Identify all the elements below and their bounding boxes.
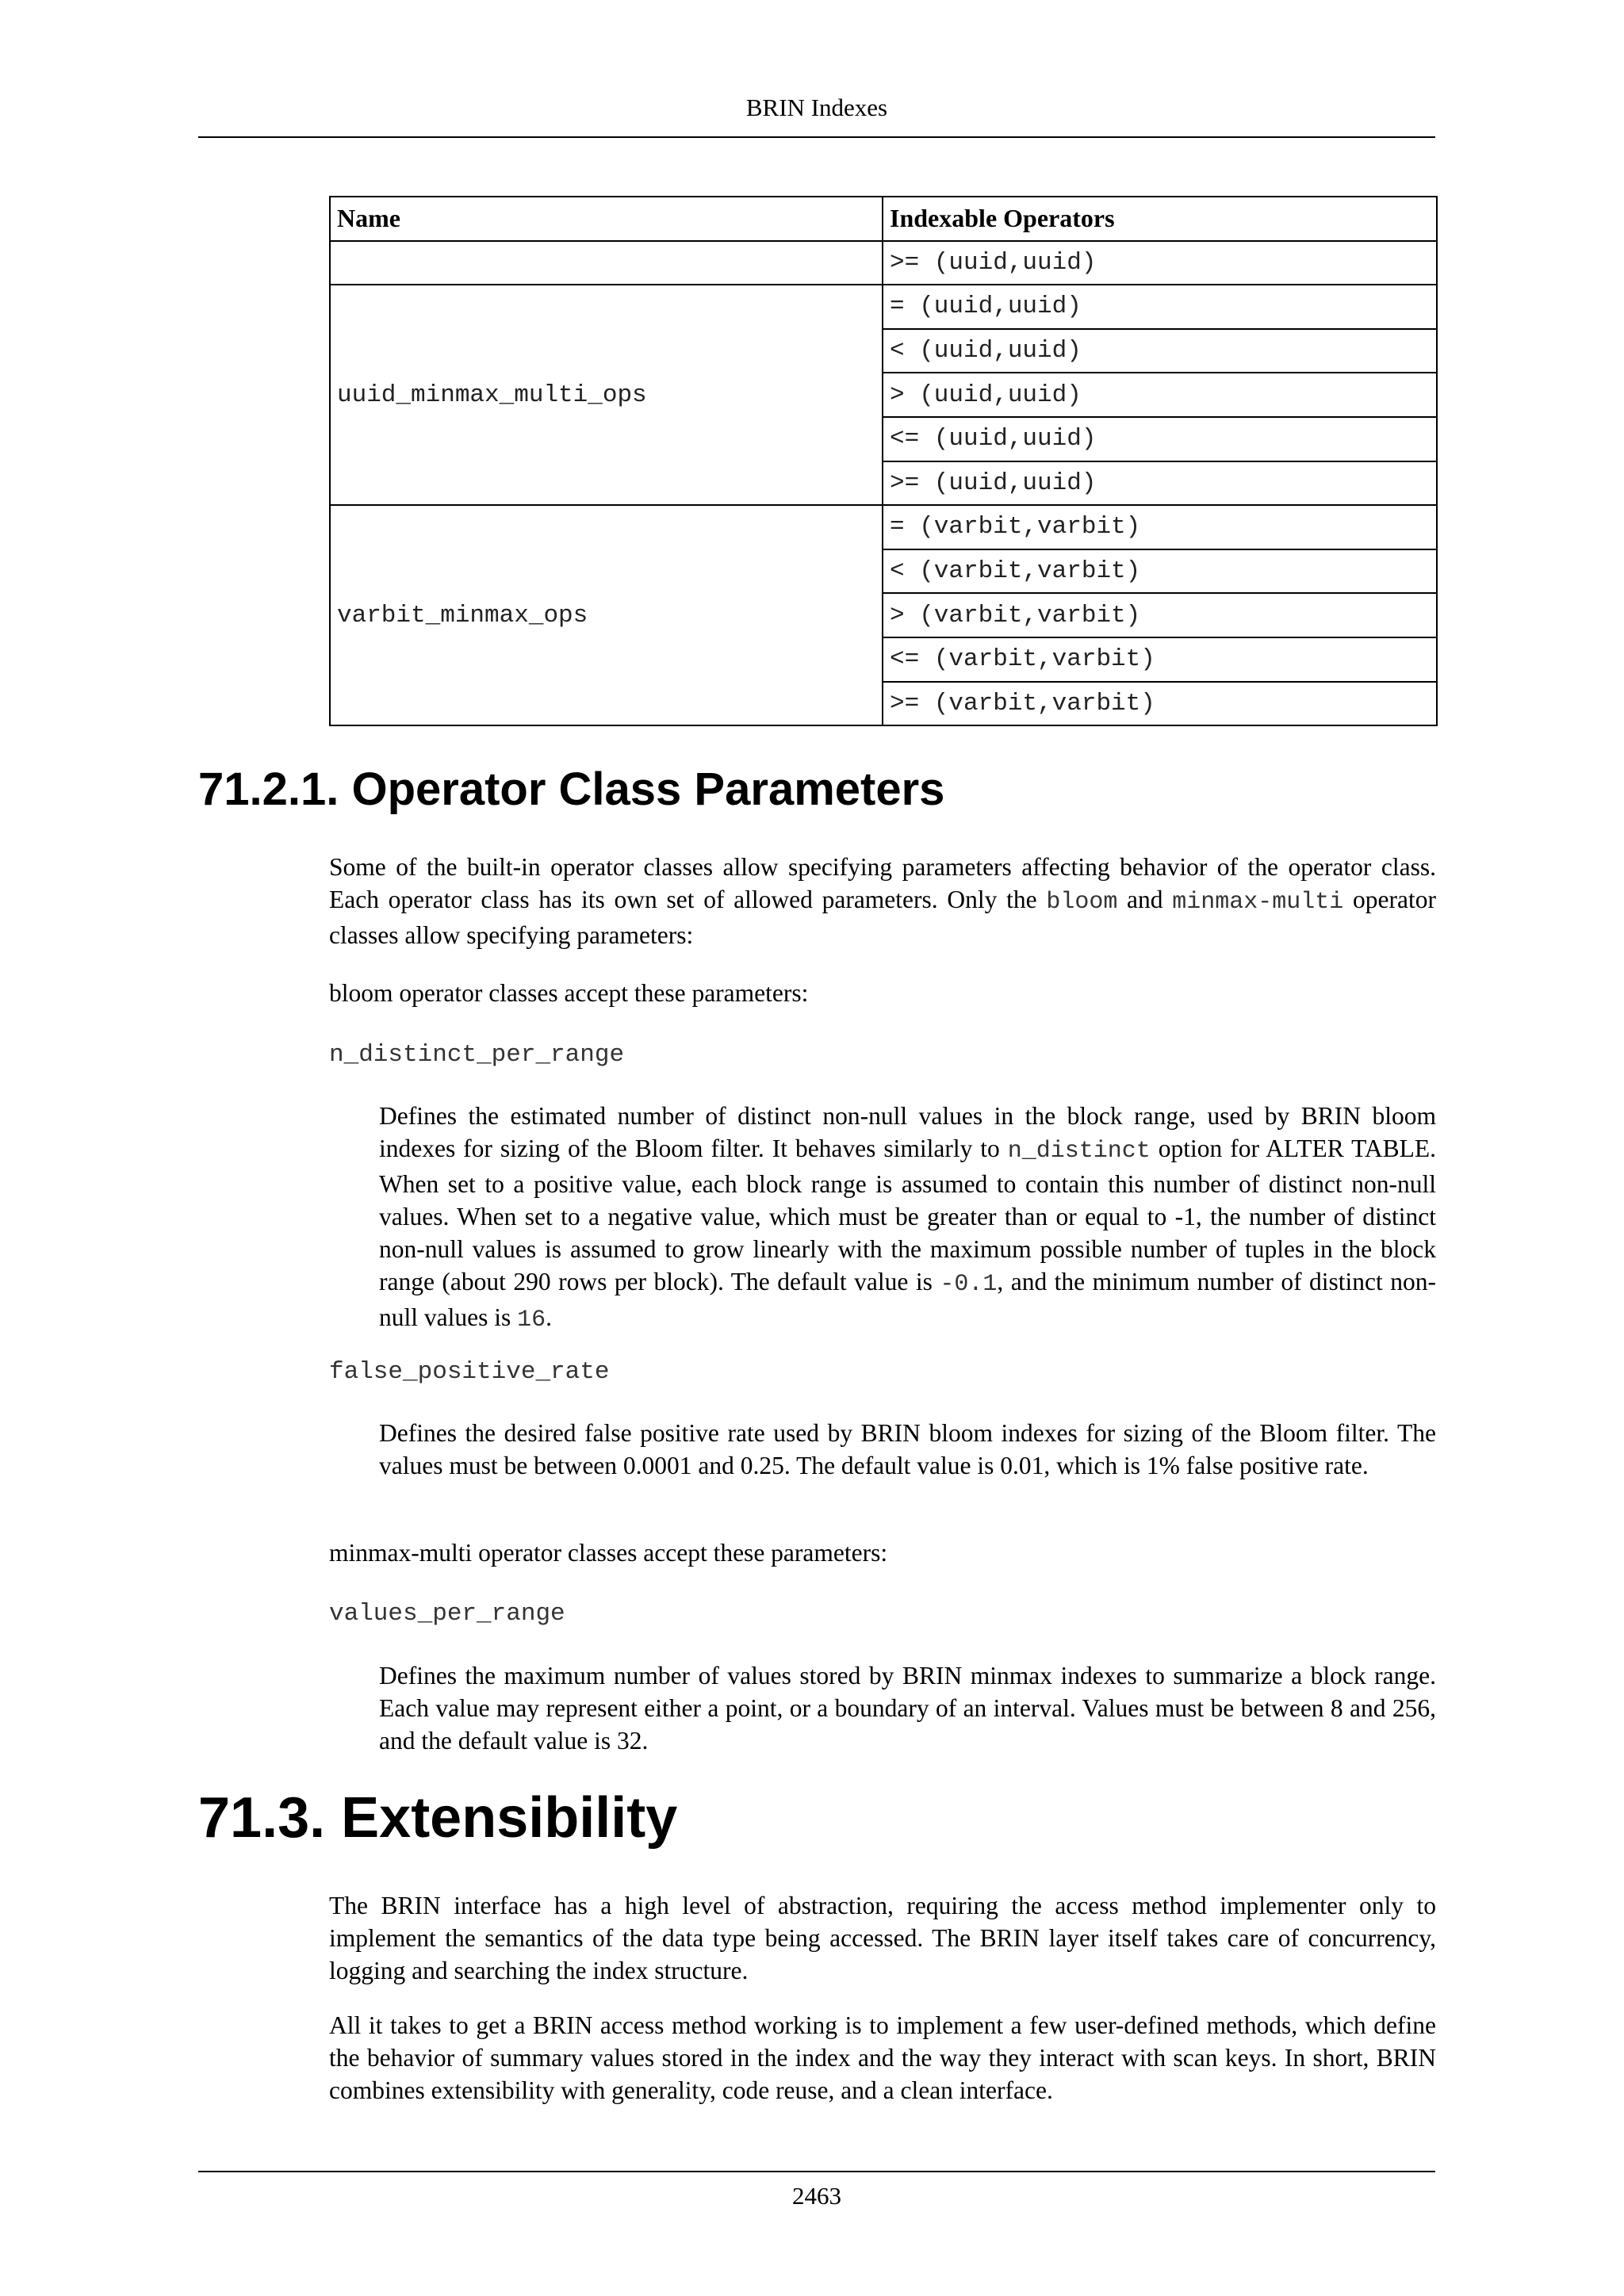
table-cell-name: uuid_minmax_multi_ops xyxy=(330,285,883,505)
table-row xyxy=(330,285,1437,329)
table-cell-operator: <= (varbit,varbit) xyxy=(883,637,1437,682)
intro-paragraph xyxy=(329,851,1436,951)
table-cell-operator: = (uuid,uuid) xyxy=(883,285,1437,329)
term-n-distinct-per-range: n_distinct_per_range xyxy=(329,1041,625,1069)
table-cell-operator: = (varbit,varbit) xyxy=(883,505,1437,549)
table-row xyxy=(330,505,1437,549)
table-cell-operator: <= (uuid,uuid) xyxy=(883,417,1437,461)
desc-text: . xyxy=(546,1303,553,1331)
extensibility-paragraph-2: All it takes to get a BRIN access method working is to implement a few user-defined methods, which define the behavior of summary values stored in the index and the way they interact with scan keys. In short, BRIN combines extensibility with generality, code reuse, and a clean interface. xyxy=(329,2011,1436,2104)
false-positive-description: Defines the desired false positive rate used by BRIN bloom indexes for sizing of the Bloom filter. The values must be between 0.0001 and 0.25. The default value is 0.01, which is 1% false positive rate. xyxy=(379,1419,1436,1479)
section-heading-operator-class-parameters: 71.2.1. Operator Class Parameters xyxy=(198,763,945,815)
term-values-per-range: values_per_range xyxy=(329,1600,565,1628)
code-minimum-value: 16 xyxy=(517,1307,546,1334)
code-minmax-multi: minmax-multi xyxy=(1172,889,1344,916)
intro-text: Some of the built-in operator classes allow specifying parameters affecting behavior of the operator class. Each operator class has its own set of allowed parameters. Only the xyxy=(329,853,1436,913)
code-bloom: bloom xyxy=(1046,889,1118,916)
table-header-row xyxy=(330,197,1437,241)
table-cell-operator: > (uuid,uuid) xyxy=(883,373,1437,417)
page-number: 2463 xyxy=(792,2182,841,2210)
table-cell-operator: < (varbit,varbit) xyxy=(883,549,1437,594)
table-cell-operator: > (varbit,varbit) xyxy=(883,593,1437,637)
table-cell-operator: >= (uuid,uuid) xyxy=(883,461,1437,506)
desc-text: , and the minimum number of distinct non-null values is xyxy=(379,1268,1436,1331)
intro-text: and xyxy=(1117,886,1173,913)
desc-text: option for ALTER TABLE. When set to a positive value, each block range is assumed to contain this number of distinct non-null values. When set to a negative value, which must be greater than or equal to -1, the number of distinct non-null values is assumed to grow linearly with the maximum possible number of tuples in the block range (about 290 rows per block). The default value is xyxy=(379,1135,1437,1295)
minmax-intro-paragraph: minmax-multi operator classes accept these parameters: xyxy=(329,1539,888,1567)
footer-rule xyxy=(198,2171,1435,2172)
code-default-value: -0.1 xyxy=(940,1271,998,1298)
code-n-distinct: n_distinct xyxy=(1007,1138,1151,1165)
n-distinct-description xyxy=(379,1100,1436,1337)
column-header-operators: Indexable Operators xyxy=(883,197,1437,241)
table-cell-operator: < (uuid,uuid) xyxy=(883,329,1437,373)
extensibility-paragraph-1: The BRIN interface has a high level of abstraction, requiring the access method implementer only to implement the semantics of the data type being accessed. The BRIN layer itself takes care of concurrency, logging and searching the index structure. xyxy=(329,1892,1436,1984)
operator-table xyxy=(329,196,1438,726)
section-heading-extensibility: 71.3. Extensibility xyxy=(198,1786,678,1850)
table-cell-operator: >= (varbit,varbit) xyxy=(883,682,1437,726)
values-per-range-description: Defines the maximum number of values stored by BRIN minmax indexes to summarize a block range. Each value may represent either a point, or a boundary of an interval. Values must be between 8 and 256, and the default value is 32. xyxy=(379,1662,1436,1755)
bloom-intro-paragraph: bloom operator classes accept these parameters: xyxy=(329,979,809,1007)
table-cell-name: varbit_minmax_ops xyxy=(330,505,883,725)
column-header-name: Name xyxy=(330,197,883,241)
header-rule xyxy=(198,136,1435,138)
desc-text: Defines the estimated number of distinct non-null values in the block range, used by BRIN bloom indexes for sizing of the Bloom filter. It behaves similarly to xyxy=(379,1102,1436,1162)
running-header: BRIN Indexes xyxy=(745,94,888,121)
intro-text: operator classes allow specifying parameters: xyxy=(329,886,1436,949)
table-cell-operator: >= (uuid,uuid) xyxy=(883,241,1437,285)
table-cell-name xyxy=(330,241,883,285)
term-false-positive-rate: false_positive_rate xyxy=(329,1358,610,1386)
table-row xyxy=(330,241,1437,285)
